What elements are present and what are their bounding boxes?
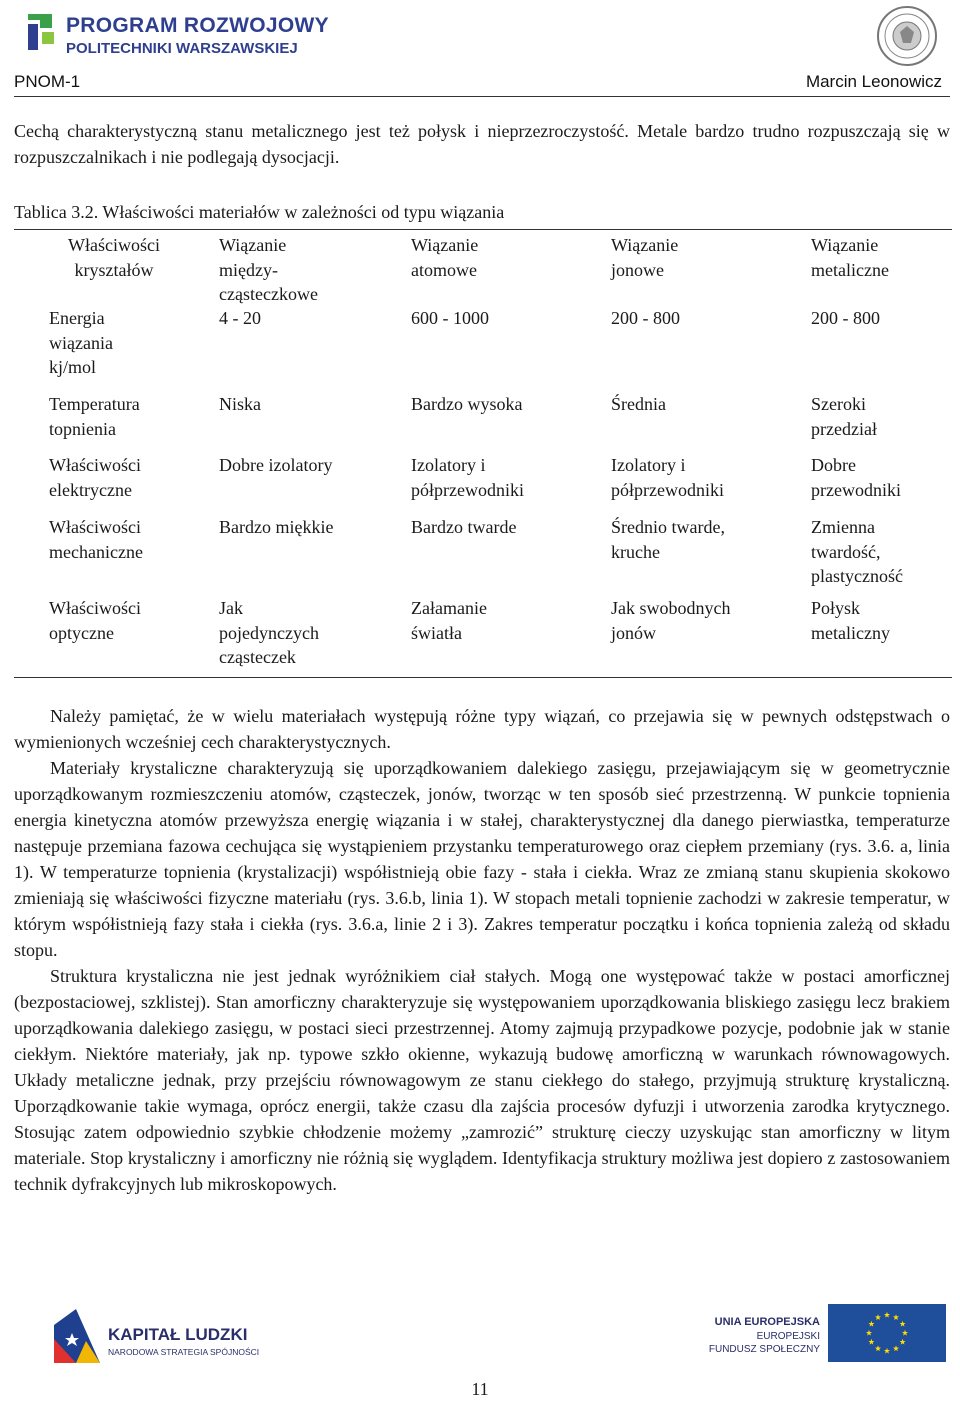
- header-divider: [14, 96, 950, 97]
- table-cell: Bardzo wysoka: [411, 394, 523, 414]
- intro-text: Cechą charakterystyczną stanu metalicznego jest też połysk i nieprzezroczystość. Metale bardzo trudno rozpuszczają się w rozpuszczalnikach i nie podlegają dysocjacji.: [14, 121, 950, 167]
- kapital-logo-line2: NARODOWA STRATEGIA SPÓJNOŚCI: [108, 1347, 260, 1357]
- table-cell: 200 - 800: [811, 308, 880, 328]
- table-cell: Właściwości mechaniczne: [49, 517, 143, 562]
- eu-logo-line3: FUNDUSZ SPOŁECZNY: [708, 1344, 820, 1355]
- table-cell: Dobre przewodniki: [811, 455, 901, 500]
- table-cell: Niska: [219, 394, 261, 414]
- body-paragraph: Materiały krystaliczne charakteryzują się uporządkowaniem dalekiego zasięgu, przejawiającym się w geometrycznie uporządkowanym rozmieszczeniu atomów, cząsteczek, jonów, tworząc w ten sposób sieć przestrzenną. W punkcie topnienia energia kinetyczna atomów przewyższa energię wiązania i w stałej, charakterystycznej dla danego pierwiastka, temperaturze następuje przemiana fazowa cechująca się wystąpieniem przystanku temperaturowego oraz ciepłem przemiany (rys. 3.6. a, linia 1). W temperaturze topnienia (krystalizacji) współistnieją obie fazy - stała i ciekła. Wraz ze zmianą stanu skupienia skokowo zmieniają się właściwości fizyczne materiału (rys. 3.6.b, linia 1). W stopach metali topnienie zachodzi w zakresie temperatur, w którym współistnieją fazy stała i ciekła (rys. 3.6.a, linie 2 i 3). Zakres temperatur początku i końca topnienia zależą od składu stopu.: [14, 758, 950, 960]
- table-header-cell: Wiązanie jonowe: [611, 235, 679, 280]
- table-cell: Zmienna twardość, plastyczność: [811, 517, 903, 586]
- table-cell: 4 - 20: [219, 308, 261, 328]
- body-paragraph: Struktura krystaliczna nie jest jednak wyróżnikiem ciał stałych. Mogą one występować także w postaci amorficznej (bezpostaciowej, szklistej). Stan amorficzny charakteryzuje się występowaniem uporządkowania bliskiego zasięgu lecz brakiem uporządkowania dalekiego zasięgu, w postaci sieci przestrzennej. Atomy zajmują przypadkowe pozycje, podobnie jak w stanie ciekłym. Niektóre materiały, jak np. typowe szkło okienne, wykazują budowę amorficzną w warunkach równowagowych. Układy metaliczne jednak, przy przejściu równowagowym ze stanu ciekłego do stałego, przyjmują strukturę krystaliczną. Uporządkowanie takie wymaga, oprócz energii, także czasu dla zajścia procesów dyfuzji i utworzenia zarodka krytycznego. Stosując zatem odpowiednio szybkie chłodzenie możemy „zamrozić” strukturę cieczy uzyskując stan amorficzny w litym materiale. Stop krystaliczny i amorficzny nie różnią się wyglądem. Identyfikacja struktury możliwa jest dopiero z zastosowaniem technik dyfrakcyjnych lub mikroskopowych.: [14, 966, 950, 1194]
- table-cell: Połysk metaliczny: [811, 598, 890, 643]
- body-paragraph: Należy pamiętać, że w wielu materiałach występują różne typy wiązań, co przejawia się w pewnych odstępstwach o wymienionych wcześniej cech charakterystycznych.: [14, 706, 950, 752]
- table-cell: Średnio twarde, kruche: [611, 517, 725, 562]
- eu-logo: [706, 1312, 946, 1362]
- table-cell: Właściwości elektryczne: [49, 455, 141, 500]
- intro-paragraph: [14, 118, 950, 170]
- table-cell: 600 - 1000: [411, 308, 489, 328]
- table-cell: Średnia: [611, 394, 666, 414]
- table-header-cell: Wiązanie między-cząsteczkowe: [219, 235, 318, 304]
- table-cell: Szeroki przedział: [811, 394, 877, 439]
- table-cell: Jak pojedynczych cząsteczek: [219, 598, 319, 667]
- kapital-logo-line1: KAPITAŁ LUDZKI: [108, 1325, 248, 1344]
- eu-logo-line1: UNIA EUROPEJSKA: [714, 1316, 820, 1328]
- body-text: [14, 703, 950, 1197]
- kapital-ludzki-emblem-icon: [46, 1305, 104, 1365]
- table-caption: Tablica 3.2. Właściwości materiałów w zależności od typu wiązania: [14, 202, 505, 222]
- program-logo-line2: POLITECHNIKI WARSZAWSKIEJ: [66, 40, 298, 57]
- table-cell: 200 - 800: [611, 308, 680, 328]
- header-right: Marcin Leonowicz: [805, 72, 942, 91]
- table-cell: Temperatura topnienia: [49, 394, 140, 439]
- table-cell: Izolatory i półprzewodniki: [611, 455, 724, 500]
- table-cell: Bardzo twarde: [411, 517, 517, 537]
- university-seal-icon: [876, 5, 938, 67]
- table-header-cell: Wiązanie atomowe: [411, 235, 479, 280]
- table-cell: Energia wiązania kj/mol: [49, 308, 113, 377]
- table-header-cell: Właściwości kryształów: [68, 235, 160, 280]
- program-rozwojowy-logo: [22, 6, 329, 62]
- table-cell: Załamanie światła: [411, 598, 487, 643]
- eu-flag-icon: [828, 1304, 946, 1362]
- table-cell: Bardzo miękkie: [219, 517, 334, 537]
- header-left: PNOM-1: [14, 72, 81, 91]
- table-cell: Jak swobodnych jonów: [611, 598, 731, 643]
- kapital-ludzki-logo: [40, 1305, 280, 1365]
- table-header-cell: Wiązanie metaliczne: [811, 235, 889, 280]
- properties-table: [14, 229, 952, 678]
- program-logo-line1: PROGRAM ROZWOJOWY: [66, 14, 329, 37]
- prw-emblem-icon: [22, 10, 62, 56]
- table-cell: Izolatory i półprzewodniki: [411, 455, 524, 500]
- eu-logo-line2: EUROPEJSKI: [756, 1331, 820, 1342]
- table-cell: Właściwości optyczne: [49, 598, 141, 643]
- page-number: 11: [471, 1379, 489, 1399]
- table-cell: Dobre izolatory: [219, 455, 333, 475]
